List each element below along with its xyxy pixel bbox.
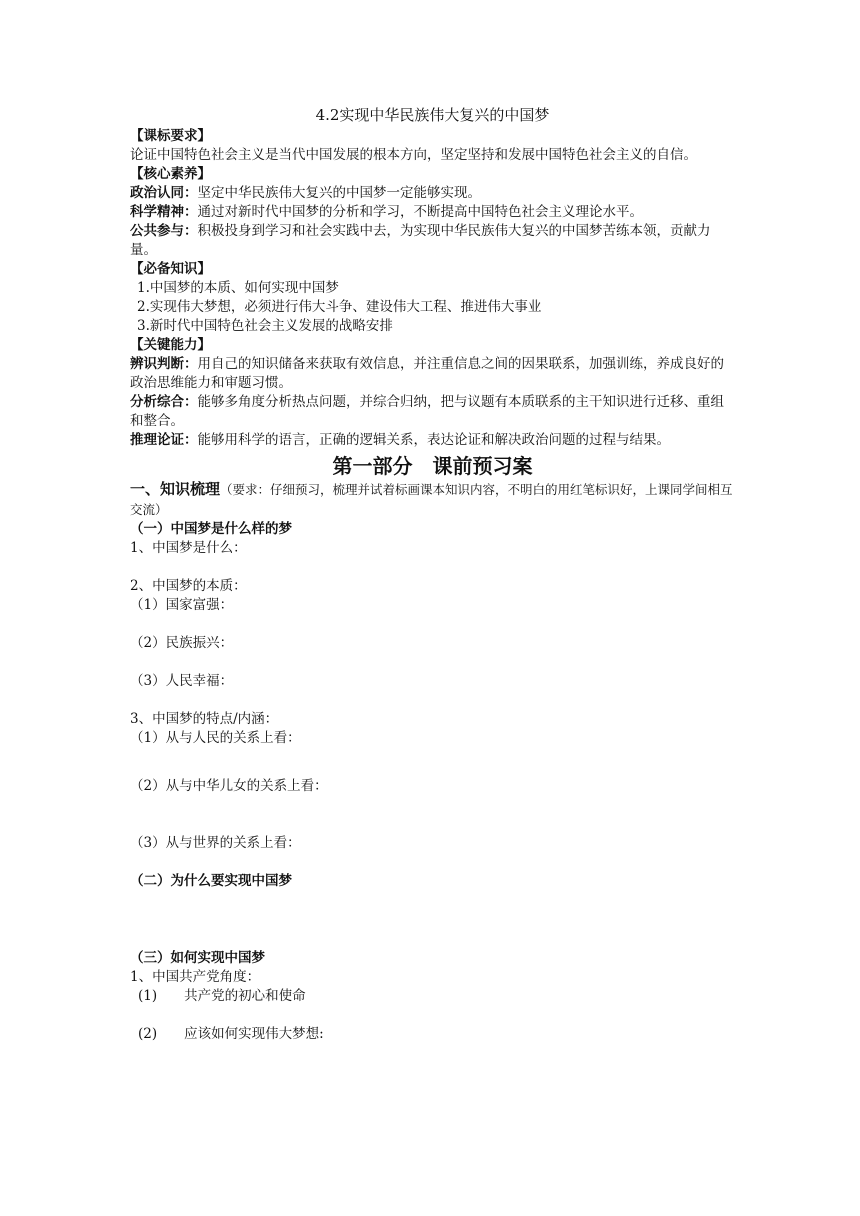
question-subitem: (1) 共产党的初心和使命	[138, 988, 306, 1004]
question-subitem: (2) 应该如何实现伟大梦想:	[138, 1026, 324, 1042]
part-title: 第一部分 课前预习案	[332, 454, 533, 478]
ability-item	[130, 355, 735, 393]
question-item: 2、中国梦的本质：	[130, 578, 247, 594]
literacy-label: 科学精神：	[130, 204, 198, 220]
answer-space	[130, 748, 735, 777]
section-heading-abilities: 【关键能力】	[130, 337, 211, 353]
ability-item	[130, 431, 735, 450]
knowledge-item: 3.新时代中国特色社会主义发展的战略安排	[137, 318, 393, 334]
review-heading-line	[130, 480, 735, 520]
knowledge-item: 1.中国梦的本质、如何实现中国梦	[137, 280, 339, 296]
answer-space	[130, 853, 735, 872]
literacy-text: 通过对新时代中国梦的分析和学习，不断提高中国特色社会主义理论水平。	[197, 204, 643, 220]
question-subitem: （2）民族振兴：	[130, 635, 234, 651]
review-note: （要求：仔细预习，梳理并试着标画课本知识内容，不明白的用红笔标识好，上课同学间相互交流）	[130, 482, 733, 517]
question-item: 1、中国梦是什么：	[130, 540, 247, 556]
answer-space	[130, 891, 735, 949]
ability-label: 分析综合：	[130, 394, 198, 410]
literacy-item	[130, 222, 735, 260]
ability-text: 能够多角度分析热点问题，并综合归纳，把与议题有本质联系的主干知识进行迁移、重组和整合。	[130, 394, 724, 429]
section-heading-standards: 【课标要求】	[130, 128, 211, 144]
answer-space	[130, 1006, 735, 1025]
question-heading-3: （三）如何实现中国梦	[130, 950, 265, 966]
review-heading: 一、知识梳理	[130, 480, 221, 498]
question-subitem: （1）国家富强：	[130, 597, 234, 613]
answer-space	[130, 796, 735, 834]
literacy-label: 政治认同：	[130, 185, 198, 201]
literacy-item	[130, 184, 735, 203]
question-heading-1: （一）中国梦是什么样的梦	[130, 521, 292, 537]
ability-text: 用自己的知识储备来获取有效信息，并注重信息之间的因果联系，加强训练，养成良好的政治思维能力和审题习惯。	[130, 356, 724, 391]
ability-item	[130, 393, 735, 431]
section-heading-knowledge: 【必备知识】	[130, 261, 211, 277]
knowledge-item: 2.实现伟大梦想，必须进行伟大斗争、建设伟大工程、推进伟大事业	[137, 299, 542, 315]
question-item: 1、中国共产党角度：	[130, 969, 261, 985]
ability-label: 推理论证：	[130, 432, 198, 448]
literacy-text: 坚定中华民族伟大复兴的中国梦一定能够实现。	[197, 185, 481, 201]
question-heading-2: （二）为什么要实现中国梦	[130, 873, 292, 889]
ability-text: 能够用科学的语言，正确的逻辑关系，表达论证和解决政治问题的过程与结果。	[197, 432, 670, 448]
question-subitem: （3）从与世界的关系上看：	[130, 835, 301, 851]
question-subitem: （3）人民幸福：	[130, 673, 234, 689]
document-page	[130, 100, 735, 1044]
question-subitem: （2）从与中华儿女的关系上看：	[130, 778, 328, 794]
literacy-text: 积极投身到学习和社会实践中去，为实现中华民族伟大复兴的中国梦苦练本领，贡献力量。	[130, 223, 711, 258]
ability-label: 辨识判断：	[130, 356, 198, 372]
document-title: 4.2实现中华民族伟大复兴的中国梦	[315, 106, 550, 124]
answer-space	[130, 558, 735, 577]
section-heading-literacy: 【核心素养】	[130, 166, 211, 182]
answer-space	[130, 653, 735, 672]
question-item: 3、中国梦的特点/内涵：	[130, 711, 279, 727]
literacy-label: 公共参与：	[130, 223, 198, 239]
answer-space	[130, 615, 735, 634]
answer-space	[130, 691, 735, 710]
standards-text: 论证中国特色社会主义是当代中国发展的根本方向，坚定坚持和发展中国特色社会主义的自信。	[130, 147, 697, 163]
literacy-item	[130, 203, 735, 222]
question-subitem: （1）从与人民的关系上看：	[130, 730, 301, 746]
